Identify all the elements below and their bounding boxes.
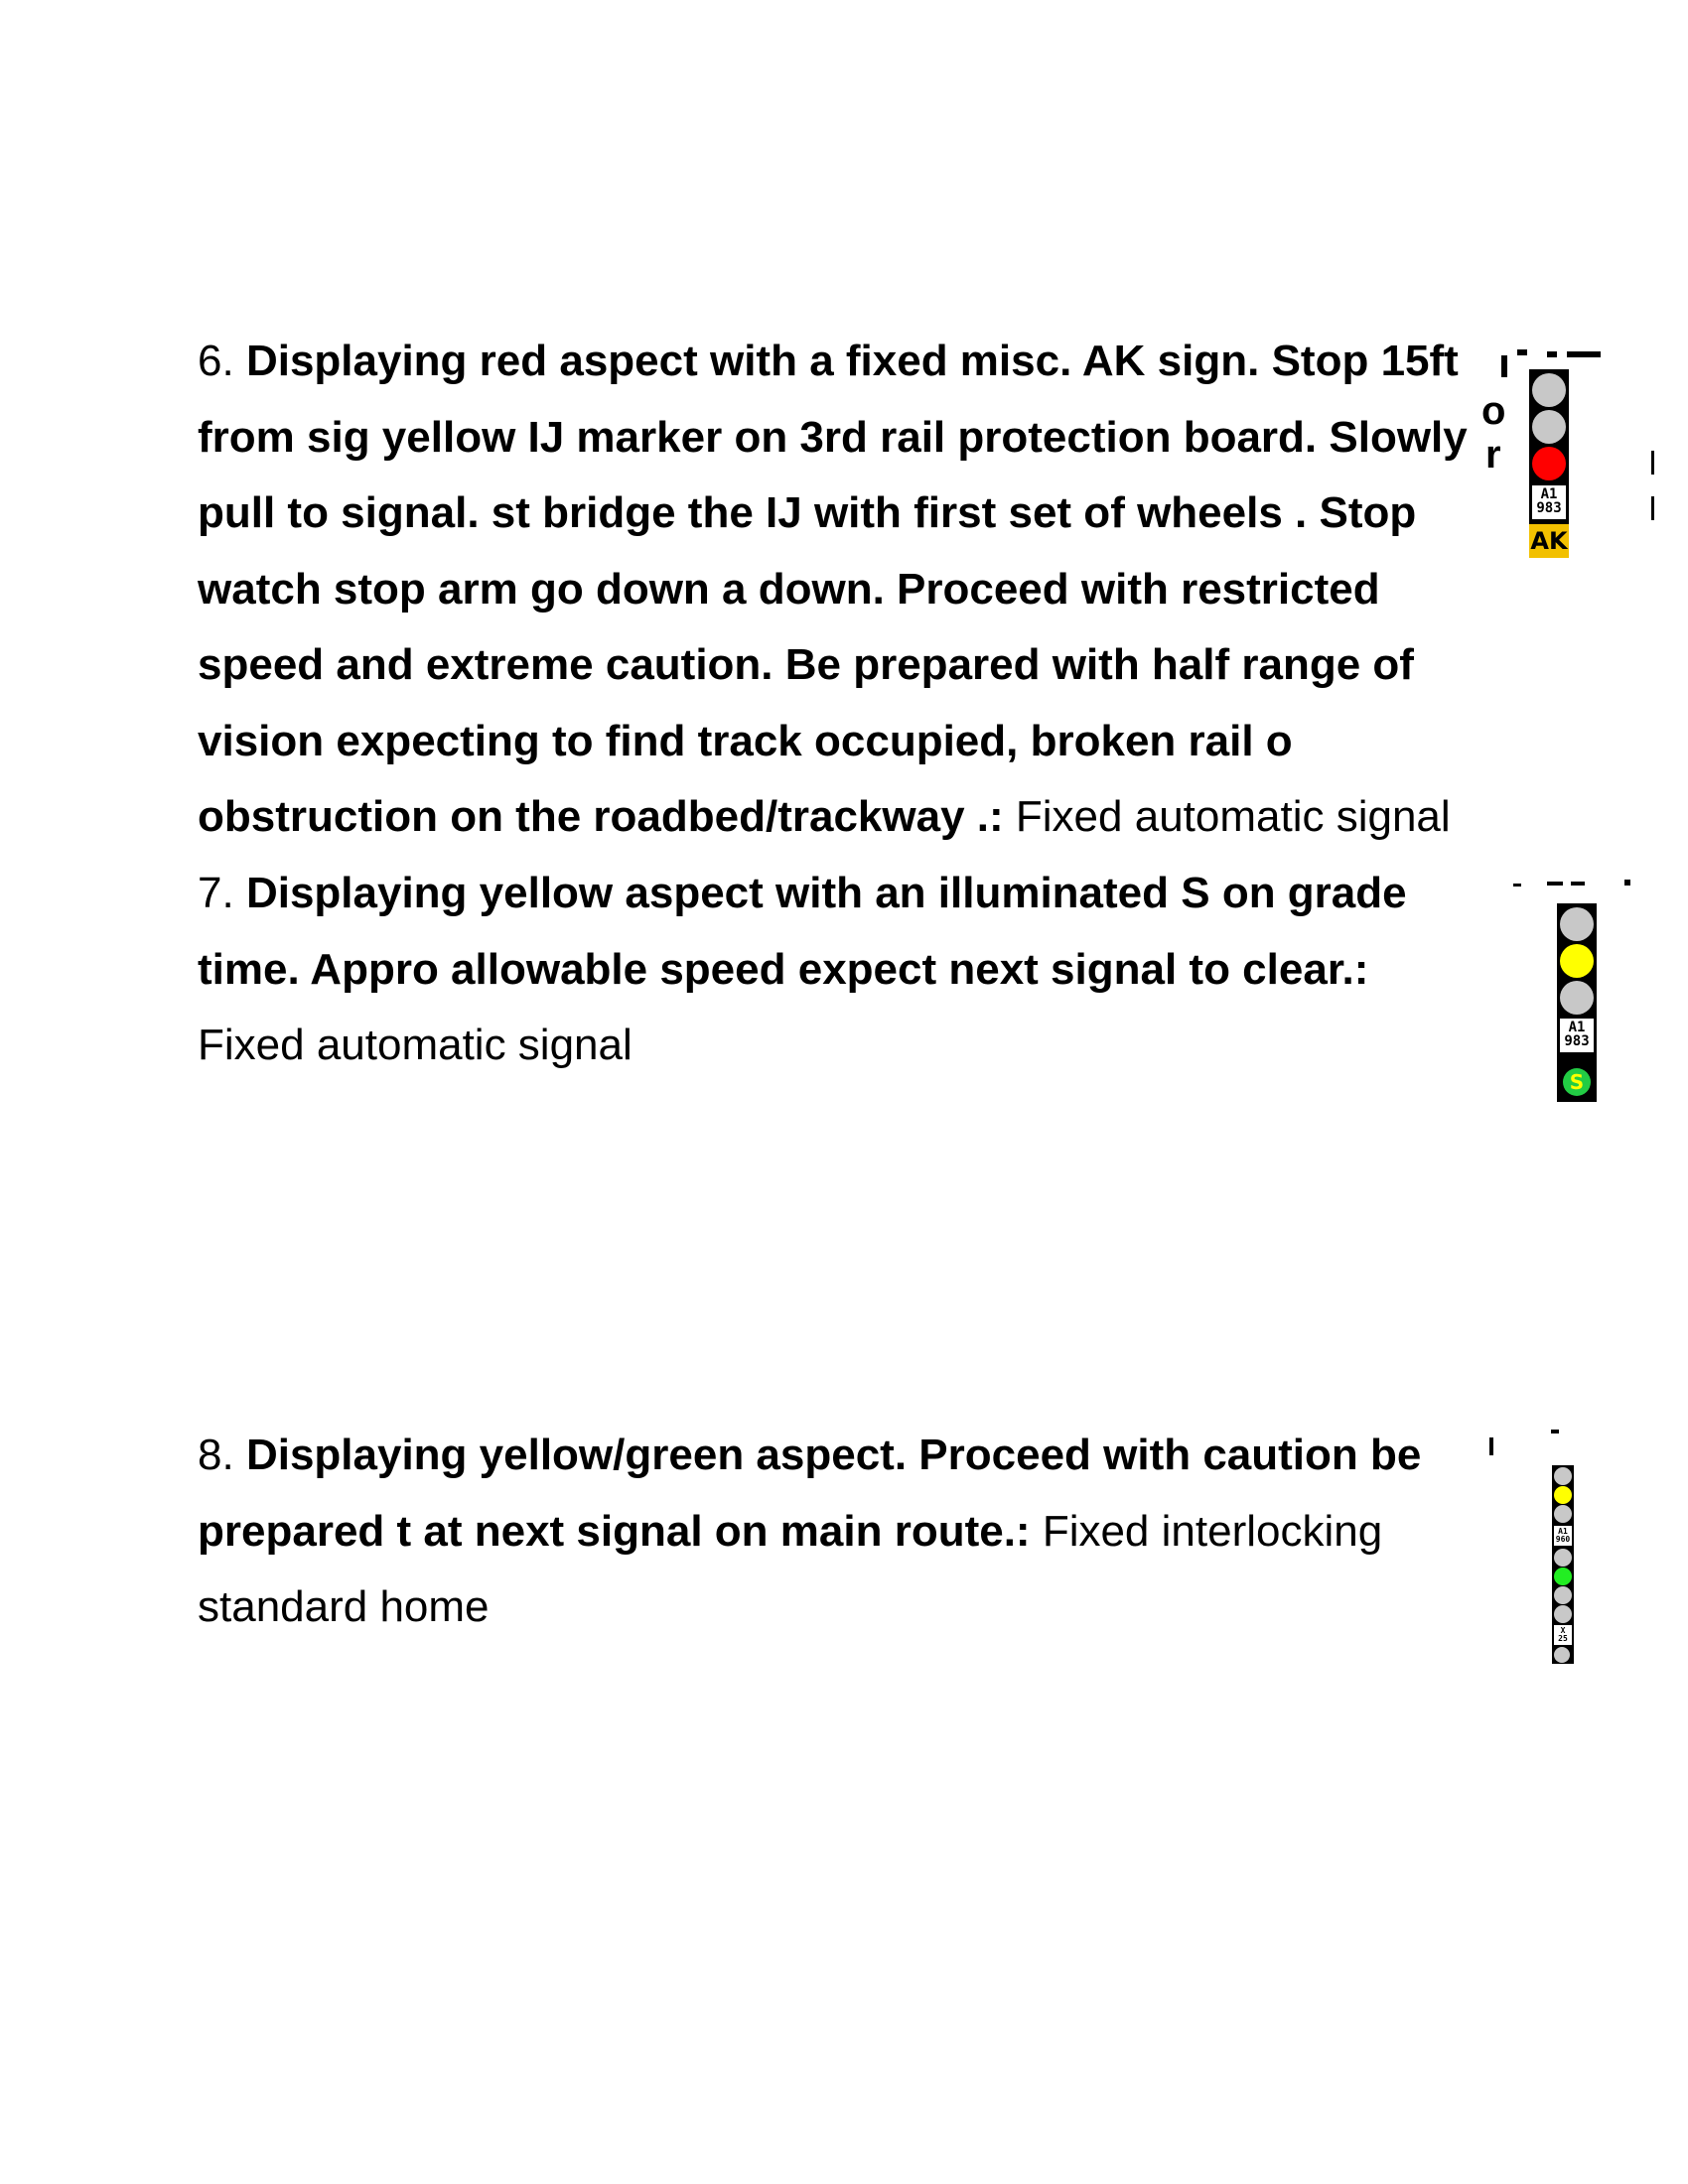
stray-mark — [1513, 884, 1521, 887]
signal-item-6 — [198, 324, 1469, 856]
signal-7-id-plate: A1 983 — [1558, 1017, 1596, 1054]
signal-item-7 — [198, 856, 1469, 1084]
signal-6-lamp-1 — [1532, 373, 1566, 407]
stray-mark — [1517, 349, 1527, 355]
signal-8-lower-id-plate: X 25 — [1553, 1624, 1573, 1646]
stray-glyph: r — [1485, 433, 1501, 477]
stray-mark — [1571, 882, 1585, 886]
stray-mark — [1551, 1430, 1559, 1433]
item-description: Displaying red aspect with a fixed misc. AK sign. Stop 15ft from sig yellow IJ marker on 3rd rail protection board. Slowly pull to signal. st bridge the IJ with first set of wheels . Stop watch stop arm go down a down. Proceed with restricted speed and extreme caution. Be prepared with half range of vision expecting to find track occupied, broken rail o obstruction on the roadbed/trackway .: — [198, 337, 1468, 841]
stray-mark — [1489, 1437, 1493, 1455]
item-description: Displaying yellow/green aspect. Proceed with caution be prepared t at next signal on main route.: — [198, 1431, 1422, 1556]
stray-mark — [1501, 355, 1507, 377]
signal-8-lamp-6 — [1554, 1586, 1572, 1604]
stray-mark — [1547, 882, 1563, 886]
signal-7-lamp-1 — [1560, 907, 1594, 941]
signal-7-s-indicator: S — [1563, 1068, 1591, 1096]
stray-glyph: o — [1481, 389, 1506, 433]
signal-8-lamp-4 — [1554, 1549, 1572, 1567]
signal-8-lamp-3 — [1554, 1505, 1572, 1523]
stray-mark — [1651, 496, 1654, 520]
stray-mark — [1547, 351, 1557, 357]
signal-6-misc-sign: AK — [1529, 524, 1569, 558]
stray-mark — [1651, 451, 1654, 475]
signal-8-upper-id-plate: A1 960 — [1553, 1525, 1573, 1547]
signal-7-lamp-3 — [1560, 981, 1594, 1015]
item-number: 8. — [198, 1431, 234, 1479]
signal-item-8 — [198, 1418, 1469, 1646]
signal-8-lamp-7 — [1554, 1605, 1572, 1623]
signal-6-lamp-3 — [1532, 447, 1566, 480]
stray-mark — [1567, 351, 1601, 357]
signal-6-lamp-2 — [1532, 410, 1566, 444]
signal-8-illustration — [1552, 1465, 1574, 1664]
item-description: Displaying yellow aspect with an illuminated S on grade time. Appro allowable speed expect next signal to clear.: — [198, 869, 1407, 994]
signal-type: Fixed interlocking standard home — [198, 1506, 1383, 1631]
signal-7-illustration — [1557, 903, 1597, 1102]
signal-6-illustration — [1529, 357, 1599, 566]
stray-mark — [1624, 880, 1630, 886]
signal-8-lamp-1 — [1554, 1467, 1572, 1485]
signal-type: Fixed automatic signal — [198, 1021, 633, 1069]
signal-8-lamp-8 — [1554, 1647, 1570, 1663]
signal-6-id-plate: A1 983 — [1530, 483, 1568, 521]
item-number: 6. — [198, 337, 234, 385]
item-number: 7. — [198, 869, 234, 917]
signal-8-lamp-5 — [1554, 1568, 1572, 1585]
signal-type: Fixed automatic signal — [1015, 792, 1451, 841]
signal-8-lamp-2 — [1554, 1486, 1572, 1504]
signal-7-lamp-2 — [1560, 944, 1594, 978]
